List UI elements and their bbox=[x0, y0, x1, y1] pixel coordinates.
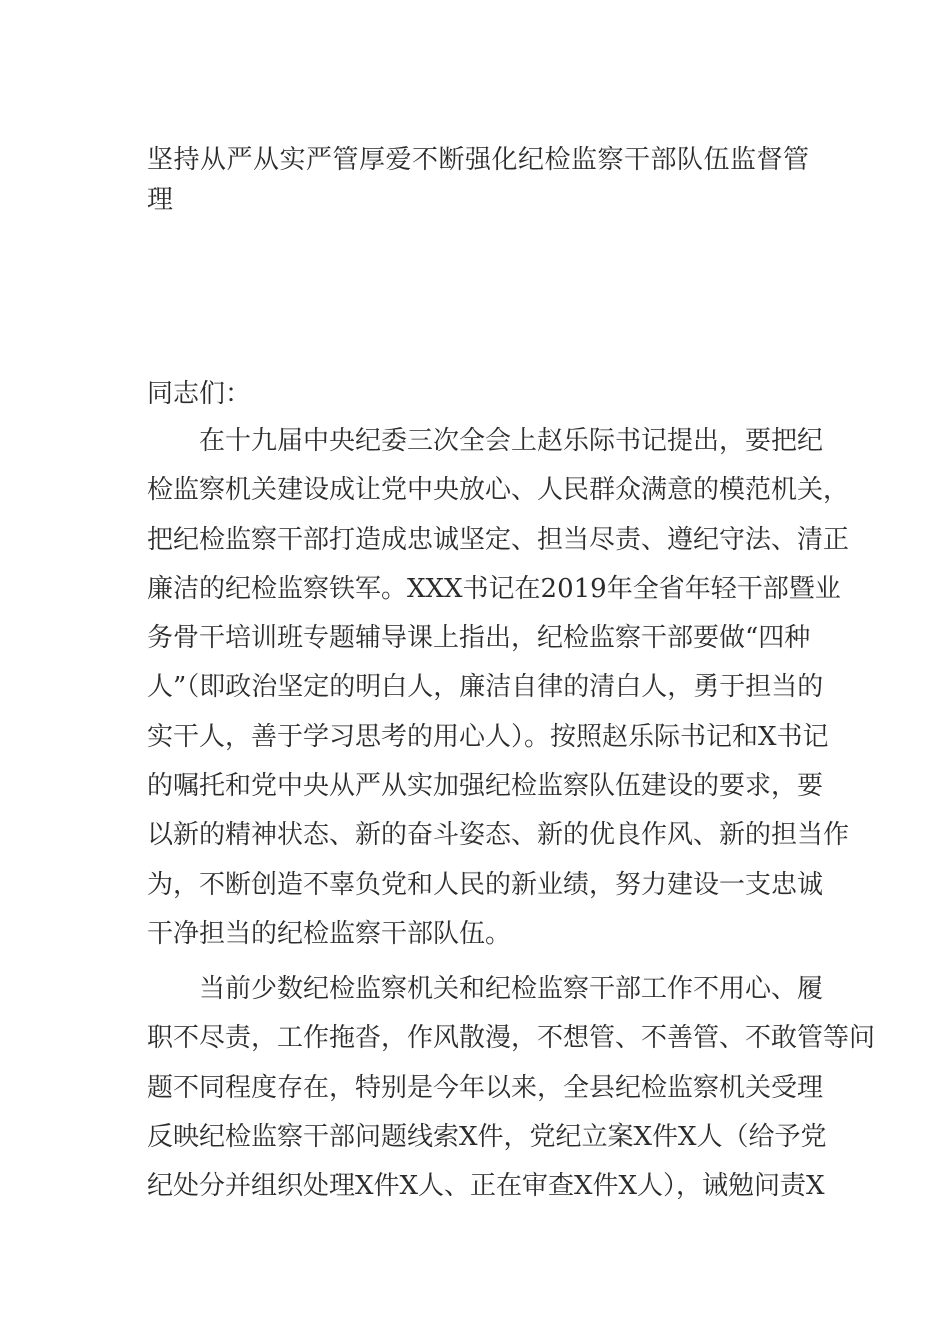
paragraph-line: 纪处分并组织处理X件X人、正在审查X件X人），诫勉问责X bbox=[147, 1171, 825, 1202]
body-paragraph-1 bbox=[147, 417, 850, 959]
paragraph-line: 职不尽责，工作拖沓，作风散漫，不想管、不善管、不敢管等问 bbox=[147, 1023, 876, 1054]
paragraph-line: 反映纪检监察干部问题线索X件，党纪立案X件X人（给予党 bbox=[147, 1121, 827, 1152]
paragraph-line: 检监察机关建设成让党中央放心、人民群众满意的模范机关， bbox=[147, 475, 850, 506]
body-paragraph-2 bbox=[147, 965, 876, 1211]
paragraph-line: 题不同程度存在，特别是今年以来，全县纪检监察机关受理 bbox=[147, 1072, 824, 1103]
paragraph-line: 干净担当的纪检监察干部队伍。 bbox=[147, 918, 512, 949]
paragraph-line: 当前少数纪检监察机关和纪检监察干部工作不用心、履 bbox=[147, 974, 824, 1004]
title-line: 理 bbox=[147, 185, 174, 215]
paragraph-line: 在十九届中央纪委三次全会上赵乐际书记提出，要把纪 bbox=[147, 426, 824, 456]
paragraph-line: 实干人，善于学习思考的用心人）。按照赵乐际书记和X书记 bbox=[147, 721, 829, 752]
paragraph-line: 为，不断创造不辜负党和人民的新业绩，努力建设一支忠诚 bbox=[147, 869, 824, 900]
document-title bbox=[147, 140, 827, 220]
paragraph-line: 的嘱托和党中央从严从实加强纪检监察队伍建设的要求，要 bbox=[147, 771, 824, 802]
paragraph-line: 人”（即政治坚定的明白人，廉洁自律的清白人，勇于担当的 bbox=[147, 672, 824, 703]
paragraph-line: 廉洁的纪检监察铁军。XXX书记在2019年全省年轻干部暨业 bbox=[147, 573, 841, 604]
paragraph-line: 以新的精神状态、新的奋斗姿态、新的优良作风、新的担当作 bbox=[147, 820, 850, 851]
salutation: 同志们： bbox=[147, 379, 252, 409]
title-line: 坚持从严从实严管厚爱不断强化纪检监察干部队伍监督管 bbox=[147, 145, 810, 175]
paragraph-line: 把纪检监察干部打造成忠诚坚定、担当尽责、遵纪守法、清正 bbox=[147, 524, 850, 555]
paragraph-line: 务骨干培训班专题辅导课上指出，纪检监察干部要做“四种 bbox=[147, 623, 811, 654]
